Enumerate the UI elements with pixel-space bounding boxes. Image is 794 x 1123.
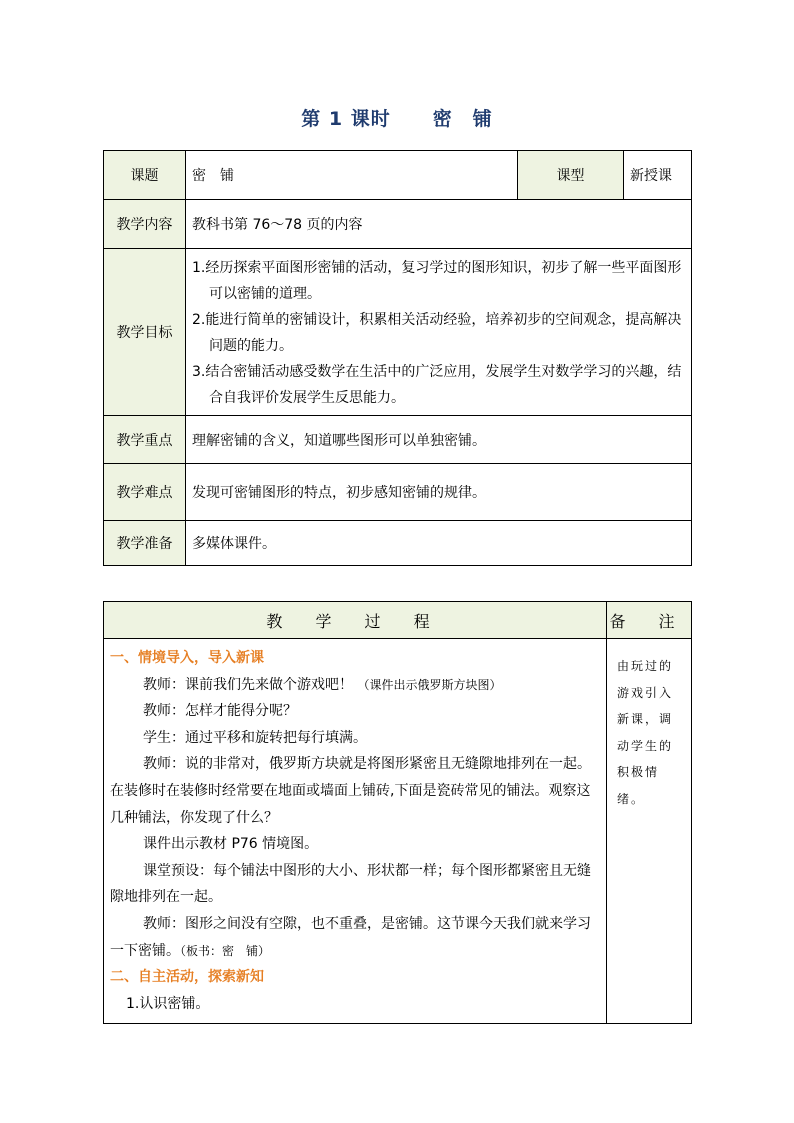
dialogue-line	[110, 672, 600, 699]
topic-label: 课题	[104, 151, 186, 200]
key-point-label: 教学重点	[104, 416, 186, 464]
topic-row	[104, 151, 692, 200]
objective-label: 教学目标	[104, 249, 186, 416]
notes-header: 备 注	[607, 602, 692, 639]
key-point-value: 理解密铺的含义，知道哪些图形可以单独密铺。	[186, 416, 692, 464]
objective-item: 1.经历探索平面图形密铺的活动，复习学过的图形知识，初步了解一些平面图形可以密铺的道理。	[192, 260, 682, 302]
title-topic: 密 铺	[432, 108, 493, 130]
dialogue-line: 学生：通过平移和旋转把每行填满。	[143, 729, 367, 746]
type-value: 新授课	[624, 151, 692, 200]
preparation-row	[104, 521, 692, 566]
dialogue-line: 课堂预设：每个铺法中图形的大小、形状都一样；每个图形都紧密且无缝隙地排列在一起。	[110, 862, 591, 906]
stage-note: （课件出示俄罗斯方块图）	[357, 677, 502, 692]
dialogue-line: 教师：怎样才能得分呢？	[143, 703, 297, 720]
dialogue-line: 教师：说的非常对，俄罗斯方块就是将图形紧密且无缝隙地排列在一起。在装修时在装修时经常要在地面或墙面上铺砖,下面是瓷砖常见的铺法。观察这几种铺法，你发现了什么？	[110, 756, 591, 826]
step-item: 1.认识密铺。	[126, 995, 210, 1012]
process-content	[104, 639, 607, 1024]
process-header: 教 学 过 程	[104, 602, 607, 639]
objective-row	[104, 249, 692, 416]
section-heading: 一、情境导入，导入新课	[110, 650, 264, 666]
objective-list	[186, 249, 692, 416]
content-row	[104, 200, 692, 249]
difficulty-row	[104, 464, 692, 521]
board-note: （板书：密 铺）	[180, 943, 271, 958]
process-body-row	[104, 639, 692, 1024]
remark-text: 由玩过的游戏引入新课，调动学生的积极情绪。	[607, 639, 692, 1024]
preparation-label: 教学准备	[104, 521, 186, 566]
lesson-info-table	[103, 150, 692, 566]
dialogue-line: 课件出示教材 P76 情境图。	[143, 836, 319, 853]
content-label: 教学内容	[104, 200, 186, 249]
dialogue-line	[110, 911, 600, 964]
objective-item: 3.结合密铺活动感受数学在生活中的广泛应用，发展学生对数学学习的兴趣，结合自我评价发展学生反思能力。	[192, 364, 682, 406]
process-header-row	[104, 602, 692, 639]
section-heading: 二、自主活动，探索新知	[110, 969, 264, 986]
preparation-value: 多媒体课件。	[186, 521, 692, 566]
teaching-process-table	[103, 601, 692, 1024]
objective-item: 2.能进行简单的密铺设计，积累相关活动经验，培养初步的空间观念，提高解决问题的能力。	[192, 312, 682, 354]
dialogue-text: 教师：课前我们先来做个游戏吧！	[143, 676, 353, 693]
topic-value: 密 铺	[186, 151, 518, 200]
dialogue-text: 教师：图形之间没有空隙，也不重叠，是密铺。这节课今天我们就来学习一下密铺。	[110, 915, 591, 959]
difficulty-value: 发现可密铺图形的特点，初步感知密铺的规律。	[186, 464, 692, 521]
key-point-row	[104, 416, 692, 464]
difficulty-label: 教学难点	[104, 464, 186, 521]
title-lesson: 第 1 课时	[301, 108, 391, 130]
content-value: 教科书第 76～78 页的内容	[186, 200, 692, 249]
page-title	[0, 104, 794, 131]
type-label: 课型	[518, 151, 624, 200]
